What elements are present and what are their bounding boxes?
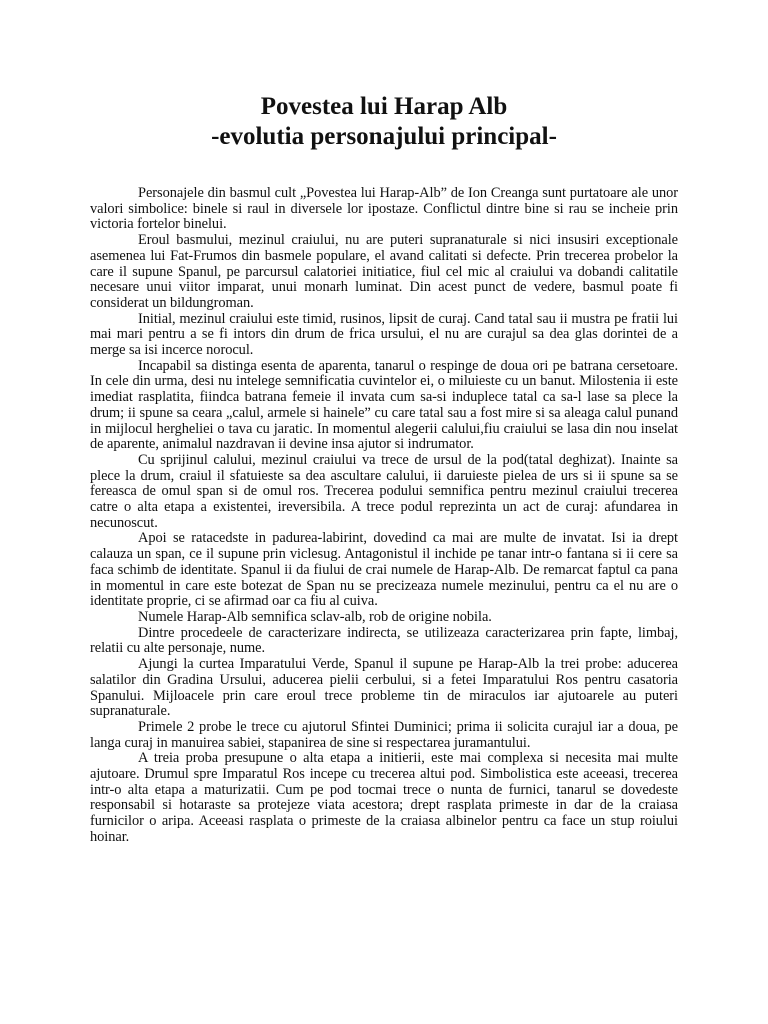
paragraph: Personajele din basmul cult „Povestea lui Harap-Alb” de Ion Creanga sunt purtatoare ale unor valori simbolice: binele si raul in diversele lor ipostaze. Conflictul dintre bine si rau se incheie prin victoria fortelor binelui. xyxy=(90,185,678,233)
paragraph: A treia proba presupune o alta etapa a initierii, este mai complexa si necesita mai multe ajutoare. Drumul spre Imparatul Ros incepe cu trecerea altui pod. Simbolistica este aceeasi, trecerea intr-o alta etapa a maturizatii. Cum pe pod tocmai trece o nunta de furnici, tanarul se dovedeste responsabil si hotaraste sa protejeze viata acestora; drept rasplata primeste in dar de la craiasa furnicilor o aripa. Aceeasi rasplata o primeste de la craiasa albinelor pentru ca face un stup roiului hoinar. xyxy=(90,750,678,845)
paragraph: Cu sprijinul calului, mezinul craiului va trece de ursul de la pod(tatal deghizat). Inainte sa plece la drum, craiul il sfatuieste sa dea ascultare calului, ii daruieste pielea de urs si ii spune sa se fereasca de omul span si de omul ros. Trecerea podului semnifica pentru mezinul craiului trecerea catre o alta etapa a existentei, ireversibila. A trece podul reprezinta un act de curaj: afundarea in necunoscut. xyxy=(90,451,678,531)
paragraph: Apoi se ratacedste in padurea-labirint, dovedind ca mai are multe de invatat. Isi ia drept calauza un span, ce il supune prin viclesug. Antagonistul il inchide pe tanar intr-o fantana si ii cere sa faca schimb de identitate. Spanul ii da fiului de crai numele de Harap-Alb. De remarcat faptul ca pana in momentul in care este botezat de Span nu se precizeaza numele mezinului, pentru ca el nu are o identitate proprie, ci se afirmad oar ca fiu al cuiva. xyxy=(90,530,678,610)
page-title: Povestea lui Harap Alb xyxy=(260,93,508,120)
paragraph: Eroul basmului, mezinul craiului, nu are puteri supranaturale si nici insusiri exceptionale asemenea lui Fat-Frumos din basmele populare, el avand calitati si defecte. Prin trecerea probelor la care il supune Spanul, pe parcursul calatoriei initiatice, fiul cel mic al craiului va dobandi calitatile necesare unui viitor imparat, unui monarh luminat. Din acest punct de vedere, basmul poate fi considerat un bildungroman. xyxy=(90,232,678,311)
page-subtitle: -evolutia personajului principal- xyxy=(211,123,557,150)
title-block xyxy=(90,92,678,152)
paragraph: Primele 2 probe le trece cu ajutorul Sfintei Duminici; prima ii solicita curajul iar a doua, pe langa curaj in manuirea sabiei, stapanirea de sine si respectarea juramantului. xyxy=(90,718,678,751)
paragraph: Incapabil sa distinga esenta de aparenta, tanarul o respinge de doua ori pe batrana cersetoare. In cele din urma, desi nu intelege semnificatia cuvintelor ei, o miluieste cu un banut. Milostenia ii este imediat rasplatita, fiindca batrana femeie il invata cum sa-si induplece tatal ca sa-l lase sa plece la drum; ii spune sa ceara „calul, armele si hainele” cu care tatal sau a fost mire si sa aleaga calul punand in mijlocul hergheliei o tava cu jaratic. In momentul alegerii calului,fiu craiului se lasa din nou inselat de aparente, animalul nazdravan ii devine insa ajutor si indrumator. xyxy=(90,357,678,453)
paragraph: Initial, mezinul craiului este timid, rusinos, lipsit de curaj. Cand tatal sau ii mustra pe fratii lui mai mari pentru a se fi intors din drum de frica ursului, el nu are curajul sa dea glas dorintei de a merge sa isi incerce norocul. xyxy=(90,310,678,359)
document-body xyxy=(90,186,678,846)
paragraph: Ajungi la curtea Imparatului Verde, Spanul il supune pe Harap-Alb la trei probe: aducerea salatilor din Gradina Ursului, aducerea pielii cerbului, si a fetei Imparatului Ros pentru casatoria Spanului. Mijloacele prin care eroul trece probleme tin de miraculos iar ajutoarele au puteri supranaturale. xyxy=(90,656,678,720)
paragraph: Dintre procedeele de caracterizare indirecta, se utilizeaza caracterizarea prin fapte, limbaj, relatii cu alte personaje, nume. xyxy=(90,624,678,657)
paragraph: Numele Harap-Alb semnifica sclav-alb, rob de origine nobila. xyxy=(138,608,492,625)
